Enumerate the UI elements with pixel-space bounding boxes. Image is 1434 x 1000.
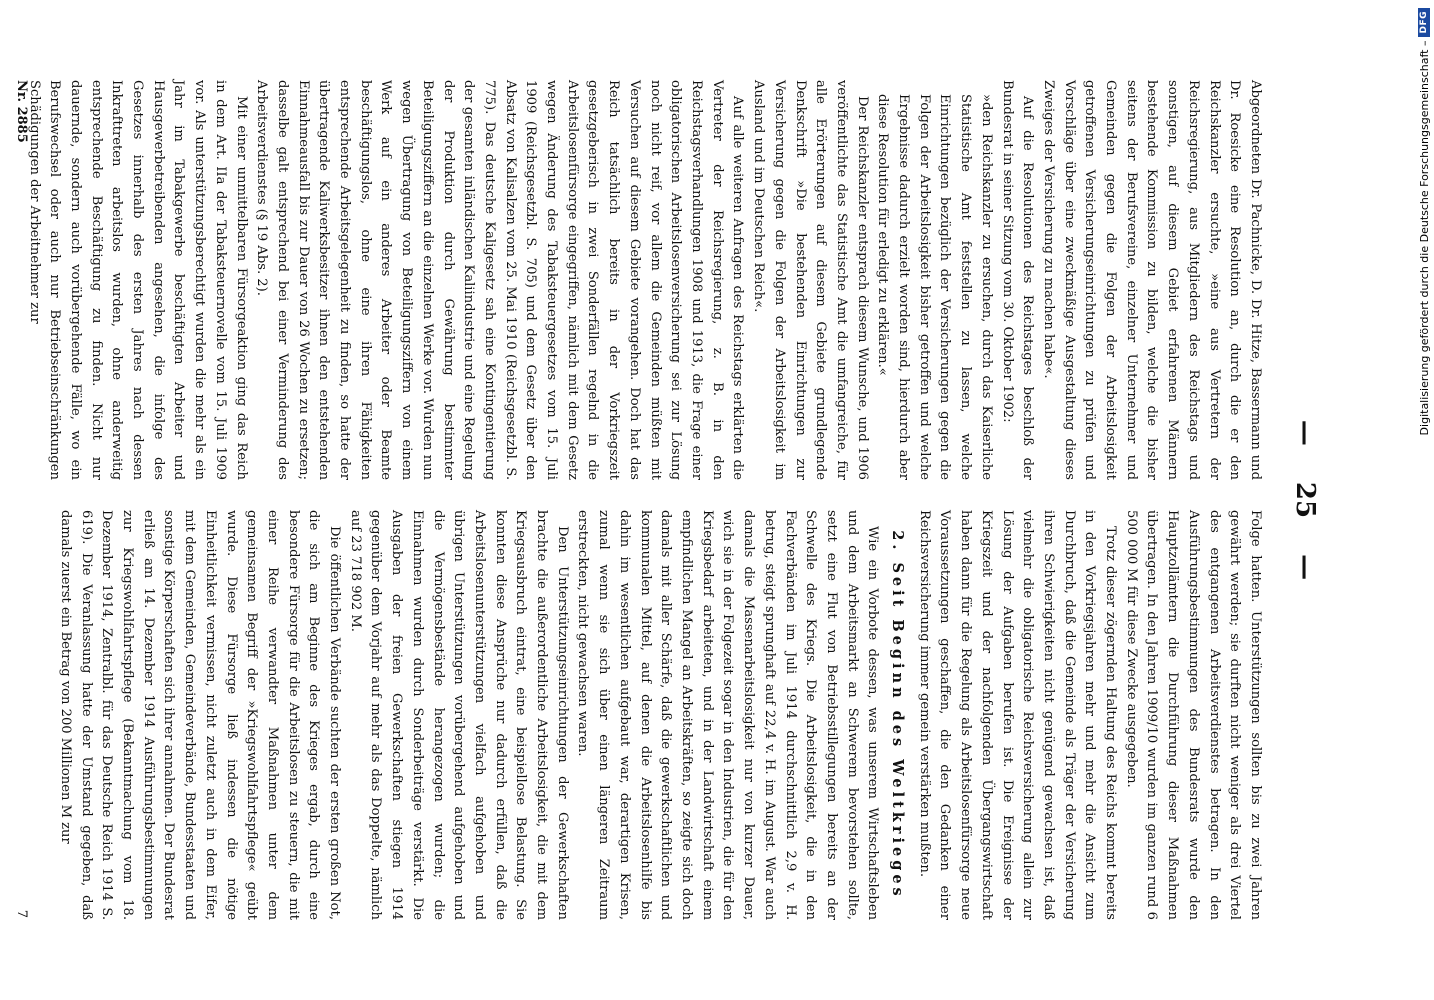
rotated-document-page (5, 60, 1325, 940)
left-paragraph-4: Der Reichskanzler entsprach diesem Wunsche, und 1906 veröffentlichte das Statistische Amt die umfangreiche, für alle Erörterungen auf diesem Gebiete grundlegende Denkschrift »Die bestehenden Einrichtungen zur Versicherung gegen die Folgen der Arbeitslosigkeit im Ausland und im Deutschen Reich«. (751, 80, 870, 480)
digitization-credit (1415, 8, 1433, 992)
sheet-number: 7 (14, 909, 29, 918)
dfg-logo-icon: DFG (1418, 8, 1430, 37)
right-paragraph-3: Wie ein Vorbote dessen, was unserem Wirtschaftsleben und dem Arbeitsmarkt an Schwerem bevorstehen sollte, setzt eine Flut von Betriebsstillegungen bereits an der Schwelle des Kriegs. Die Arbeitslosigkeit, die in den Fachverbänden im Juli 1914 durchschnittlich 2,9 v. H. betrug, steigt sprunghaft auf 22,4 v. H. im August. War auch damals die Massenarbeitslosigkeit nur von kurzer Dauer, wich sie in der Folgezeit sogar in den Industrien, die für den Kriegsbedarf arbeiteten, und in der Landwirtschaft einem empfindlichen Mangel an Arbeitskräften, so zeigte sich doch damals mit aller Schärfe, daß die gewerkschaftlichen und kommunalen Mittel, auf denen die Arbeitslosenhilfe bis dahin im wesentlichen aufgebaut war, derartigen Krisen, zumal wenn sie sich über einen längeren Zeitraum erstreckten, nicht gewachsen waren. (575, 510, 881, 920)
right-column (35, 510, 1265, 920)
left-paragraph-6: Mit einer unmittelbaren Fürsorgeaktion ging das Reich in dem Art. IIa der Tabaksteuernovelle vom 15. Juli 1909 vor. Als unterstützungsberechtigt wurden die mehr als ein Jahr im Tabakgewerbe beschäftigten Arbeiter und Hausgewerbetreibenden angesehen, die infolge des Gesetzes innerhalb des ersten Jahres nach dessen Inkrafttreten arbeitslos wurden, ohne anderweitig entsprechende Beschäftigung zu finden. Nicht nur dauernde, sondern auch vorübergehende Fälle, wo ein Berufswechsel oder auch nur Betriebseinschränkungen Schädigungen der Arbeitnehmer zur (26, 80, 249, 480)
credit-text: Digitalisierung gefördert durch die Deutsche Forschungsgemeinschaft – (1417, 40, 1431, 436)
right-paragraph-4: Den Unterstützungseinrichtungen der Gewerkschaften brachte die außerordentliche Arbeitslosigkeit, die mit dem Kriegsausbruch eintrat, eine beispiellose Belastung. Sie konnten diese Ansprüche nur dadurch erfüllen, daß die Arbeitslosenunterstützungen vielfach aufgehoben und übrigen Unterstützungen vorübergehend aufgehoben und die Vermögensbestände herangezogen wurden; die Einnahmen wurden durch Sonderbeiträge verstärkt. Die Ausgaben der freien Gewerkschaften stiegen 1914 gegenüber dem Vorjahr auf mehr als das Doppelte, nämlich auf 23 718 902 M. (347, 510, 570, 920)
print-signature: Nr. 2885 (14, 80, 29, 143)
header-dash-left: — (1290, 419, 1320, 446)
section-heading: 2. Seit Beginn des Weltkrieges (889, 530, 907, 900)
header-dash-right: — (1290, 554, 1320, 581)
page-number-heading: 25 (1290, 481, 1320, 519)
right-paragraph-2: Trotz dieser zögernden Haltung des Reichs kommt bereits in den Vorkriegsjahren mehr und mehr die Ansicht zum Durchbruch, daß die Gemeinde als Träger der Versicherung ihren Schwierigkeiten nicht genügend gewachsen ist, daß vielmehr die obligatorische Reichsversicherung allein zur Lösung der Aufgaben berufen ist. Die Ereignisse der Kriegszeit und der nachfolgenden Übergangswirtschaft haben dann für die Regelung als Arbeitslosenfürsorge neue Voraussetzungen geschaffen, die den Gedanken einer Reichsversicherung immer gemein verstärken mußten. (916, 510, 1119, 920)
right-paragraph-1: Folge hatten. Unterstützungen sollten bis zu zwei Jahren gewährt werden; sie durften nicht weniger als drei Viertel des entgangenen Arbeitsverdienstes betragen. In den Ausführungsbestimmungen des Bundesrats wurde den Hauptzollämtern die Durchführung dieser Maßnahmen übertragen. In den Jahren 1909/10 wurden im ganzen rund 6 500 000 M für diese Zwecke ausgegeben. (1123, 510, 1263, 920)
left-column (26, 80, 1265, 480)
page-header (1285, 60, 1325, 940)
right-paragraph-5: Die öffentlichen Verbände suchten der ersten großen Not, die sich am Beginne des Krieges ergab, durch eine besondere Fürsorge für die Arbeitslosen zu steuern, die mit einer Reihe verwandter Maßnahmen unter dem gemeinsamen Begriff der »Kriegswohlfahrtspflege« geübt wurde. Diese Fürsorge ließ indessen die nötige Einheitlichkeit vermissen, nicht zuletzt auch in dem Eifer, mit dem Gemeinden, Gemeindeverbände, Bundesstaaten und sonstige Körperschaften sich ihrer annahmen. Der Bundesrat erließ am 14. Dezember 1914 Ausführungsbestimmungen zur Kriegswohlfahrtspflege (Bekanntmachung vom 18. Dezember 1914, Zentralbl. für das Deutsche Reich 1914 S. 619). Die Veranlassung hatte der Umstand gegeben, daß damals zuerst ein Betrag von 200 Millionen M zur (57, 510, 343, 920)
left-quote-paragraph: »den Reichskanzler zu ersuchen, durch das Kaiserliche Statistische Amt feststellen zu lassen, welche Einrichtungen bezüglich der Versicherungen gegen die Folgen der Arbeitslosigkeit bisher getroffen und welche Ergebnisse dadurch erzielt worden sind, hierdurch aber diese Resolution für erledigt zu erklären.« (875, 94, 994, 480)
left-paragraph-1: Abgeordneten Dr. Pachnicke, D. Dr. Hitze, Bassermann und Dr. Roesicke eine Resolution an, durch die er den Reichskanzler ersuchte, »eine aus Vertretern der Reichsregierung, aus Mitgliedern des Reichstags und sonstigen, auf diesem Gebiet erfahrenen Männern bestehende Kommission zu bilden, welche die bisher seitens der Berufsvereine, einzelner Unternehmer und Gemeinden gegen die Folgen der Arbeitslosigkeit getroffenen Versicherungseinrichtungen zu prüfen und Vorschläge über eine zweckmäßige Ausgestaltung dieses Zweiges der Versicherung zu machen habe«. (1040, 80, 1263, 480)
left-paragraph-2: Auf die Resolutionen des Reichstages beschloß der Bundesrat in seiner Sitzung vom 30. Oktober 1902: (999, 80, 1036, 480)
left-paragraph-5: Auf alle weiteren Anfragen des Reichstags erklärten die Vertreter der Reichsregierung, z. B. in den Reichstagsverhandlungen 1908 und 1913, die Frage einer obligatorischen Arbeitslosenversicherung sei zur Lösung noch nicht reif, vor allem die Gemeinden müßten mit Versuchen auf diesem Gebiete vorangehen. Doch hat das Reich tatsächlich bereits in der Vorkriegszeit gesetzgeberisch in zwei Sonderfällen regelnd in die Arbeitslosenfürsorge eingegriffen, nämlich mit dem Gesetz wegen Änderung des Tabaksteuergesetzes vom 15. Juli 1909 (Reichsgesetzbl. S. 705) und dem Gesetz über den Absatz von Kalisalzen vom 25. Mai 1910 (Reichsgesetzbl. S. 775). Das deutsche Kaligesetz sah eine Kontingentierung der gesamten inländischen Kaliindustrie und eine Regelung der Produktion durch Gewährung bestimmter Beteiligungsziffern an die einzelnen Werke vor. Wurden nun wegen Übertragung von Beteiligungsziffern von einem Werk auf ein anderes Arbeiter oder Beamte beschäftigungslos, ohne eine ihren Fähigkeiten entsprechende Arbeitsgelegenheit zu finden, so hatte der übertragende Kaliwerksbesitzer ihnen den entstehenden Einnahmeausfall bis zur Dauer von 26 Wochen zu ersetzen; dasselbe galt entsprechend bei einer Verminderung des Arbeitsverdienstes (§ 19 Abs. 2). (254, 80, 746, 480)
